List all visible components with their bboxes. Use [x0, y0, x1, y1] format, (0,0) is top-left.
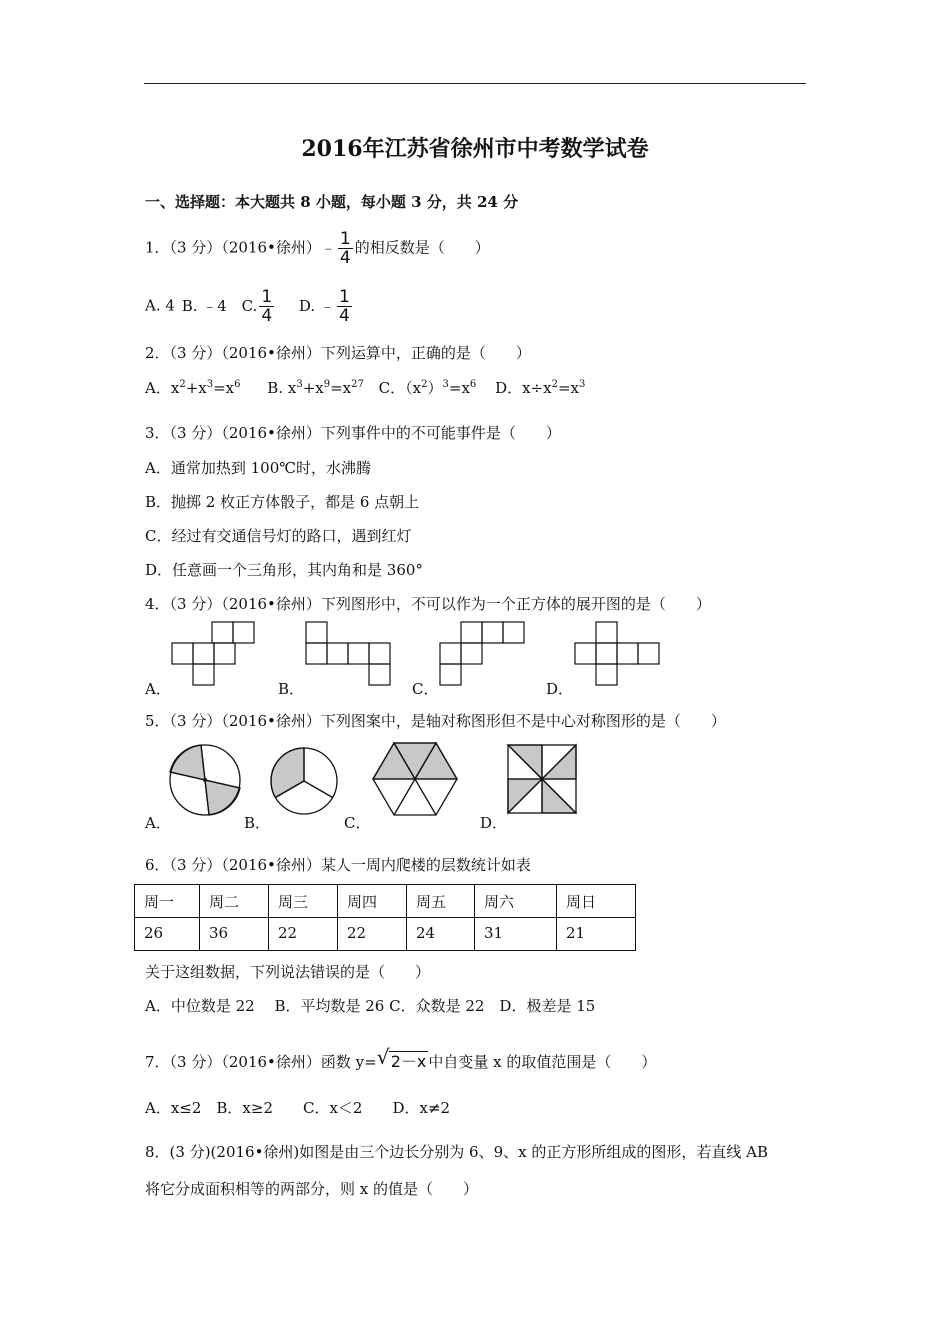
- header-rule: [144, 83, 806, 84]
- q2-options: [145, 377, 585, 398]
- question-3: 3．（3 分）（2016•徐州）下列事件中的不可能事件是（ ）: [145, 424, 561, 442]
- question-5: 5．（3 分）（2016•徐州）下列图案中，是轴对称图形但不是中心对称图形的是（ ）: [145, 712, 726, 730]
- q4-option-d[interactable]: D．: [546, 680, 574, 698]
- table-header-cell: 周日: [557, 885, 636, 918]
- q4-option-a[interactable]: A．: [145, 680, 171, 698]
- q4-net-d: [570, 620, 670, 690]
- question-6: 6．（3 分）（2016•徐州）某人一周内爬楼的层数统计如表: [145, 856, 531, 874]
- q5-figure-b: [268, 745, 340, 817]
- q6-table: [134, 884, 636, 951]
- q5-figure-a: [166, 741, 244, 819]
- section-heading: 一、选择题：本大题共 8 小题，每小题 3 分，共 24 分: [145, 193, 519, 211]
- q2-option-d[interactable]: D．$x\div x^2=x^3$: [495, 379, 586, 397]
- q7-stem-post: 中自变量 x 的取值范围是（ ）: [428, 1053, 657, 1071]
- q3-option-b[interactable]: B．抛掷 2 枚正方体骰子，都是 6 点朝上: [145, 493, 420, 511]
- q2-option-a[interactable]: A．$x^2+x^3=x^6$: [145, 379, 241, 397]
- question-1: [145, 230, 490, 267]
- q1-option-a[interactable]: A. 4: [145, 296, 175, 315]
- table-cell: 36: [200, 918, 269, 951]
- question-8-line-1: 8．(3 分)(2016•徐州)如图是由三个边长分别为 6、9、x 的正方形所组成的图形，若直线 AB: [145, 1143, 768, 1161]
- q2-option-b[interactable]: B. $x^3+x^9=x^{27}$: [267, 379, 364, 397]
- table-cell: 22: [269, 918, 338, 951]
- q5-option-b[interactable]: B．: [244, 814, 271, 832]
- q3-option-d[interactable]: D．任意画一个三角形，其内角和是 360°: [145, 561, 423, 579]
- table-cell: 21: [557, 918, 636, 951]
- q3-option-c[interactable]: C．经过有交通信号灯的路口，遇到红灯: [145, 527, 412, 545]
- table-header-cell: 周五: [407, 885, 475, 918]
- table-header-cell: 周一: [135, 885, 200, 918]
- q1-stem-pre: 1．（3 分）（2016•徐州）﹣: [145, 238, 336, 257]
- q1-options: [145, 288, 354, 325]
- table-cell: 24: [407, 918, 475, 951]
- q4-net-c: [435, 620, 535, 690]
- table-header-cell: 周二: [200, 885, 269, 918]
- question-8-line-2: 将它分成面积相等的两部分，则 x 的值是（ ）: [145, 1180, 478, 1198]
- q5-option-c[interactable]: C．: [344, 814, 371, 832]
- q2-option-c[interactable]: C．$(x^2)^3=x^6$: [378, 379, 477, 397]
- table-cell: 31: [475, 918, 557, 951]
- table-cell: 26: [135, 918, 200, 951]
- q4-option-b[interactable]: B．: [278, 680, 305, 698]
- q5-figure-d: [504, 741, 580, 817]
- page-title: 2016年江苏省徐州市中考数学试卷: [301, 136, 649, 162]
- q6-stem-2: 关于这组数据，下列说法错误的是（ ）: [145, 963, 431, 981]
- q7-options[interactable]: A．x≤2 B．x≥2 C．x＜2 D．x≠2: [145, 1099, 451, 1117]
- q1-option-c-label[interactable]: C.: [241, 296, 258, 315]
- question-2: 2．（3 分）（2016•徐州）下列运算中，正确的是（ ）: [145, 344, 531, 362]
- table-header-cell: 周六: [475, 885, 557, 918]
- q4-net-a: [160, 620, 270, 690]
- q7-stem-pre: 7．（3 分）（2016•徐州）函数 y=: [145, 1053, 377, 1071]
- q1-option-c-fraction: $\frac{1}{4}$: [261, 287, 273, 326]
- q1-option-b[interactable]: B. ﹣4: [181, 296, 227, 315]
- q3-option-a[interactable]: A．通常加热到 100℃时，水沸腾: [145, 459, 372, 477]
- q1-fraction: $\frac{1}{4}$: [339, 229, 351, 268]
- q5-option-d[interactable]: D．: [480, 814, 508, 832]
- q4-option-c[interactable]: C．: [412, 680, 439, 698]
- table-cell: 22: [338, 918, 407, 951]
- question-4: 4．（3 分）（2016•徐州）下列图形中，不可以作为一个正方体的展开图的是（ ）: [145, 595, 711, 613]
- q5-figure-c: [370, 741, 460, 821]
- table-header-row: [135, 885, 636, 918]
- table-row: [135, 918, 636, 951]
- q4-net-b: [300, 620, 400, 690]
- q7-sqrt: √ 2－x: [376, 1045, 427, 1071]
- q1-option-d-label[interactable]: D. ﹣: [298, 296, 335, 315]
- q1-stem-post: 的相反数是（ ）: [354, 238, 490, 257]
- q5-option-a[interactable]: A．: [145, 814, 171, 832]
- q1-option-d-fraction: $\frac{1}{4}$: [338, 287, 350, 326]
- table-header-cell: 周三: [269, 885, 338, 918]
- table-header-cell: 周四: [338, 885, 407, 918]
- q6-options[interactable]: A．中位数是 22 B．平均数是 26 C．众数是 22 D．极差是 15: [145, 997, 596, 1015]
- question-7: [145, 1045, 657, 1072]
